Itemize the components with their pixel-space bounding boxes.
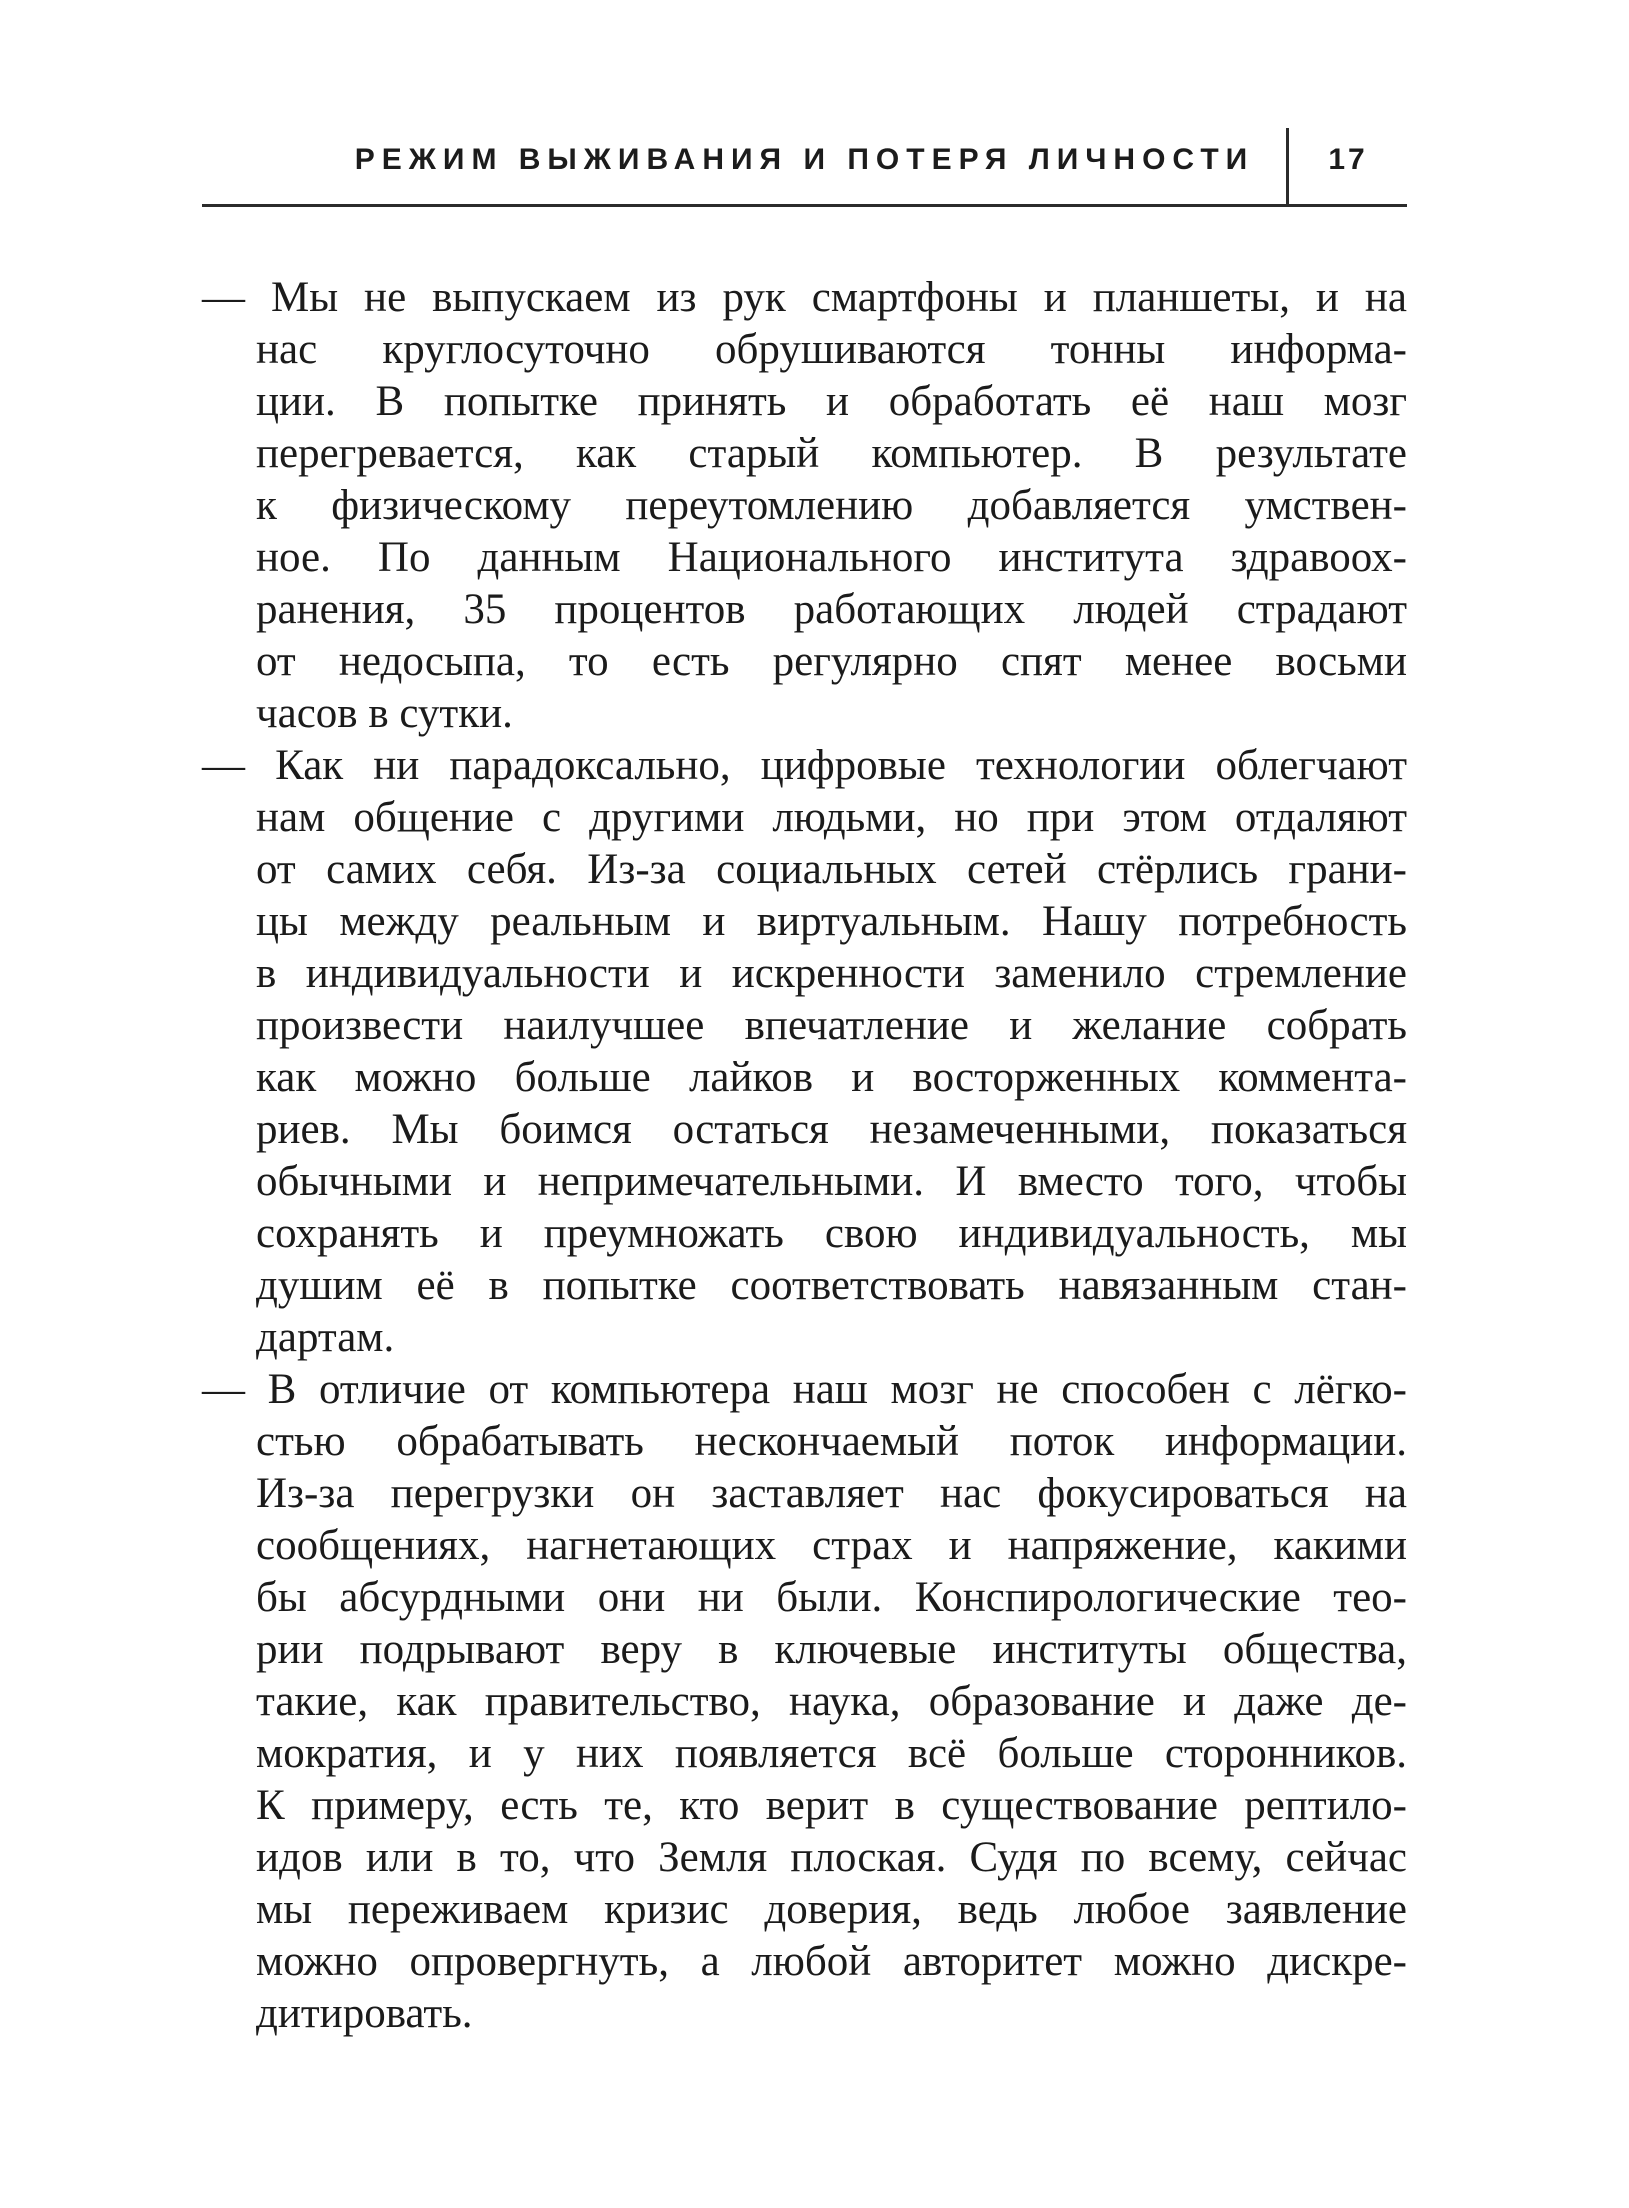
header-rule bbox=[202, 204, 1407, 207]
text-line: обычными и непримечательными. И вместо того, чтобы bbox=[256, 1158, 1407, 1205]
text-line: дитировать. bbox=[256, 1990, 473, 2037]
text-line: часов в сутки. bbox=[256, 690, 513, 737]
text-line: рии подрывают веру в ключевые институты общества, bbox=[256, 1626, 1407, 1673]
paragraph bbox=[202, 272, 1407, 740]
page-body bbox=[202, 272, 1407, 2040]
text-line: в индивидуальности и искренности заменило стремление bbox=[256, 950, 1407, 997]
page-number: 17 bbox=[1328, 143, 1368, 176]
paragraph bbox=[202, 740, 1407, 1364]
text-line: произвести наилучшее впечатление и желание собрать bbox=[256, 1002, 1407, 1049]
text-line: Из-за перегрузки он заставляет нас фокусироваться на bbox=[256, 1470, 1407, 1517]
text-line: бы абсурдными они ни были. Конспирологические тео- bbox=[256, 1574, 1407, 1621]
text-line: риев. Мы боимся остаться незамеченными, показаться bbox=[256, 1106, 1407, 1153]
text-line: цы между реальным и виртуальным. Нашу потребность bbox=[256, 898, 1407, 945]
text-line: ции. В попытке принять и обработать её наш мозг bbox=[256, 378, 1407, 425]
text-line: стью обрабатывать нескончаемый поток информации. bbox=[256, 1418, 1407, 1465]
text-line: сохранять и преумножать свою индивидуальность, мы bbox=[256, 1210, 1407, 1257]
text-line: от самих себя. Из-за социальных сетей стёрлись грани- bbox=[256, 846, 1407, 893]
text-line: такие, как правительство, наука, образование и даже де- bbox=[256, 1678, 1407, 1725]
text-line: нам общение с другими людьми, но при этом отдаляют bbox=[256, 794, 1407, 841]
text-line: перегревается, как старый компьютер. В результате bbox=[256, 430, 1407, 477]
text-line: дартам. bbox=[256, 1314, 395, 1361]
text-line: ное. По данным Национального института здравоох- bbox=[256, 534, 1407, 581]
text-line: как можно больше лайков и восторженных коммента- bbox=[256, 1054, 1407, 1101]
text-line: ранения, 35 процентов работающих людей страдают bbox=[256, 586, 1407, 633]
text-line: идов или в то, что Земля плоская. Судя по всему, сейчас bbox=[256, 1834, 1407, 1881]
text-line: сообщениях, нагнетающих страх и напряжение, какими bbox=[256, 1522, 1407, 1569]
text-line: К примеру, есть те, кто верит в существование рептило- bbox=[256, 1782, 1407, 1829]
text-line: нас круглосуточно обрушиваются тонны информа- bbox=[256, 326, 1407, 373]
text-line: мократия, и у них появляется всё больше сторонников. bbox=[256, 1730, 1407, 1777]
text-line: — Мы не выпускаем из рук смартфоны и планшеты, и на bbox=[202, 274, 1407, 321]
text-line: душим её в попытке соответствовать навязанным стан- bbox=[256, 1262, 1407, 1309]
text-line: — В отличие от компьютера наш мозг не способен с лёгко- bbox=[202, 1366, 1407, 1413]
text-line: от недосыпа, то есть регулярно спят менее восьми bbox=[256, 638, 1407, 685]
text-line: к физическому переутомлению добавляется умствен- bbox=[256, 482, 1407, 529]
text-line: мы переживаем кризис доверия, ведь любое заявление bbox=[256, 1886, 1407, 1933]
text-line: — Как ни парадоксально, цифровые технологии облегчают bbox=[202, 742, 1407, 789]
text-line: можно опровергнуть, а любой авторитет можно дискре- bbox=[256, 1938, 1407, 1985]
paragraph bbox=[202, 1364, 1407, 2040]
chapter-title: РЕЖИМ ВЫЖИВАНИЯ И ПОТЕРЯ ЛИЧНОСТИ bbox=[354, 143, 1255, 176]
